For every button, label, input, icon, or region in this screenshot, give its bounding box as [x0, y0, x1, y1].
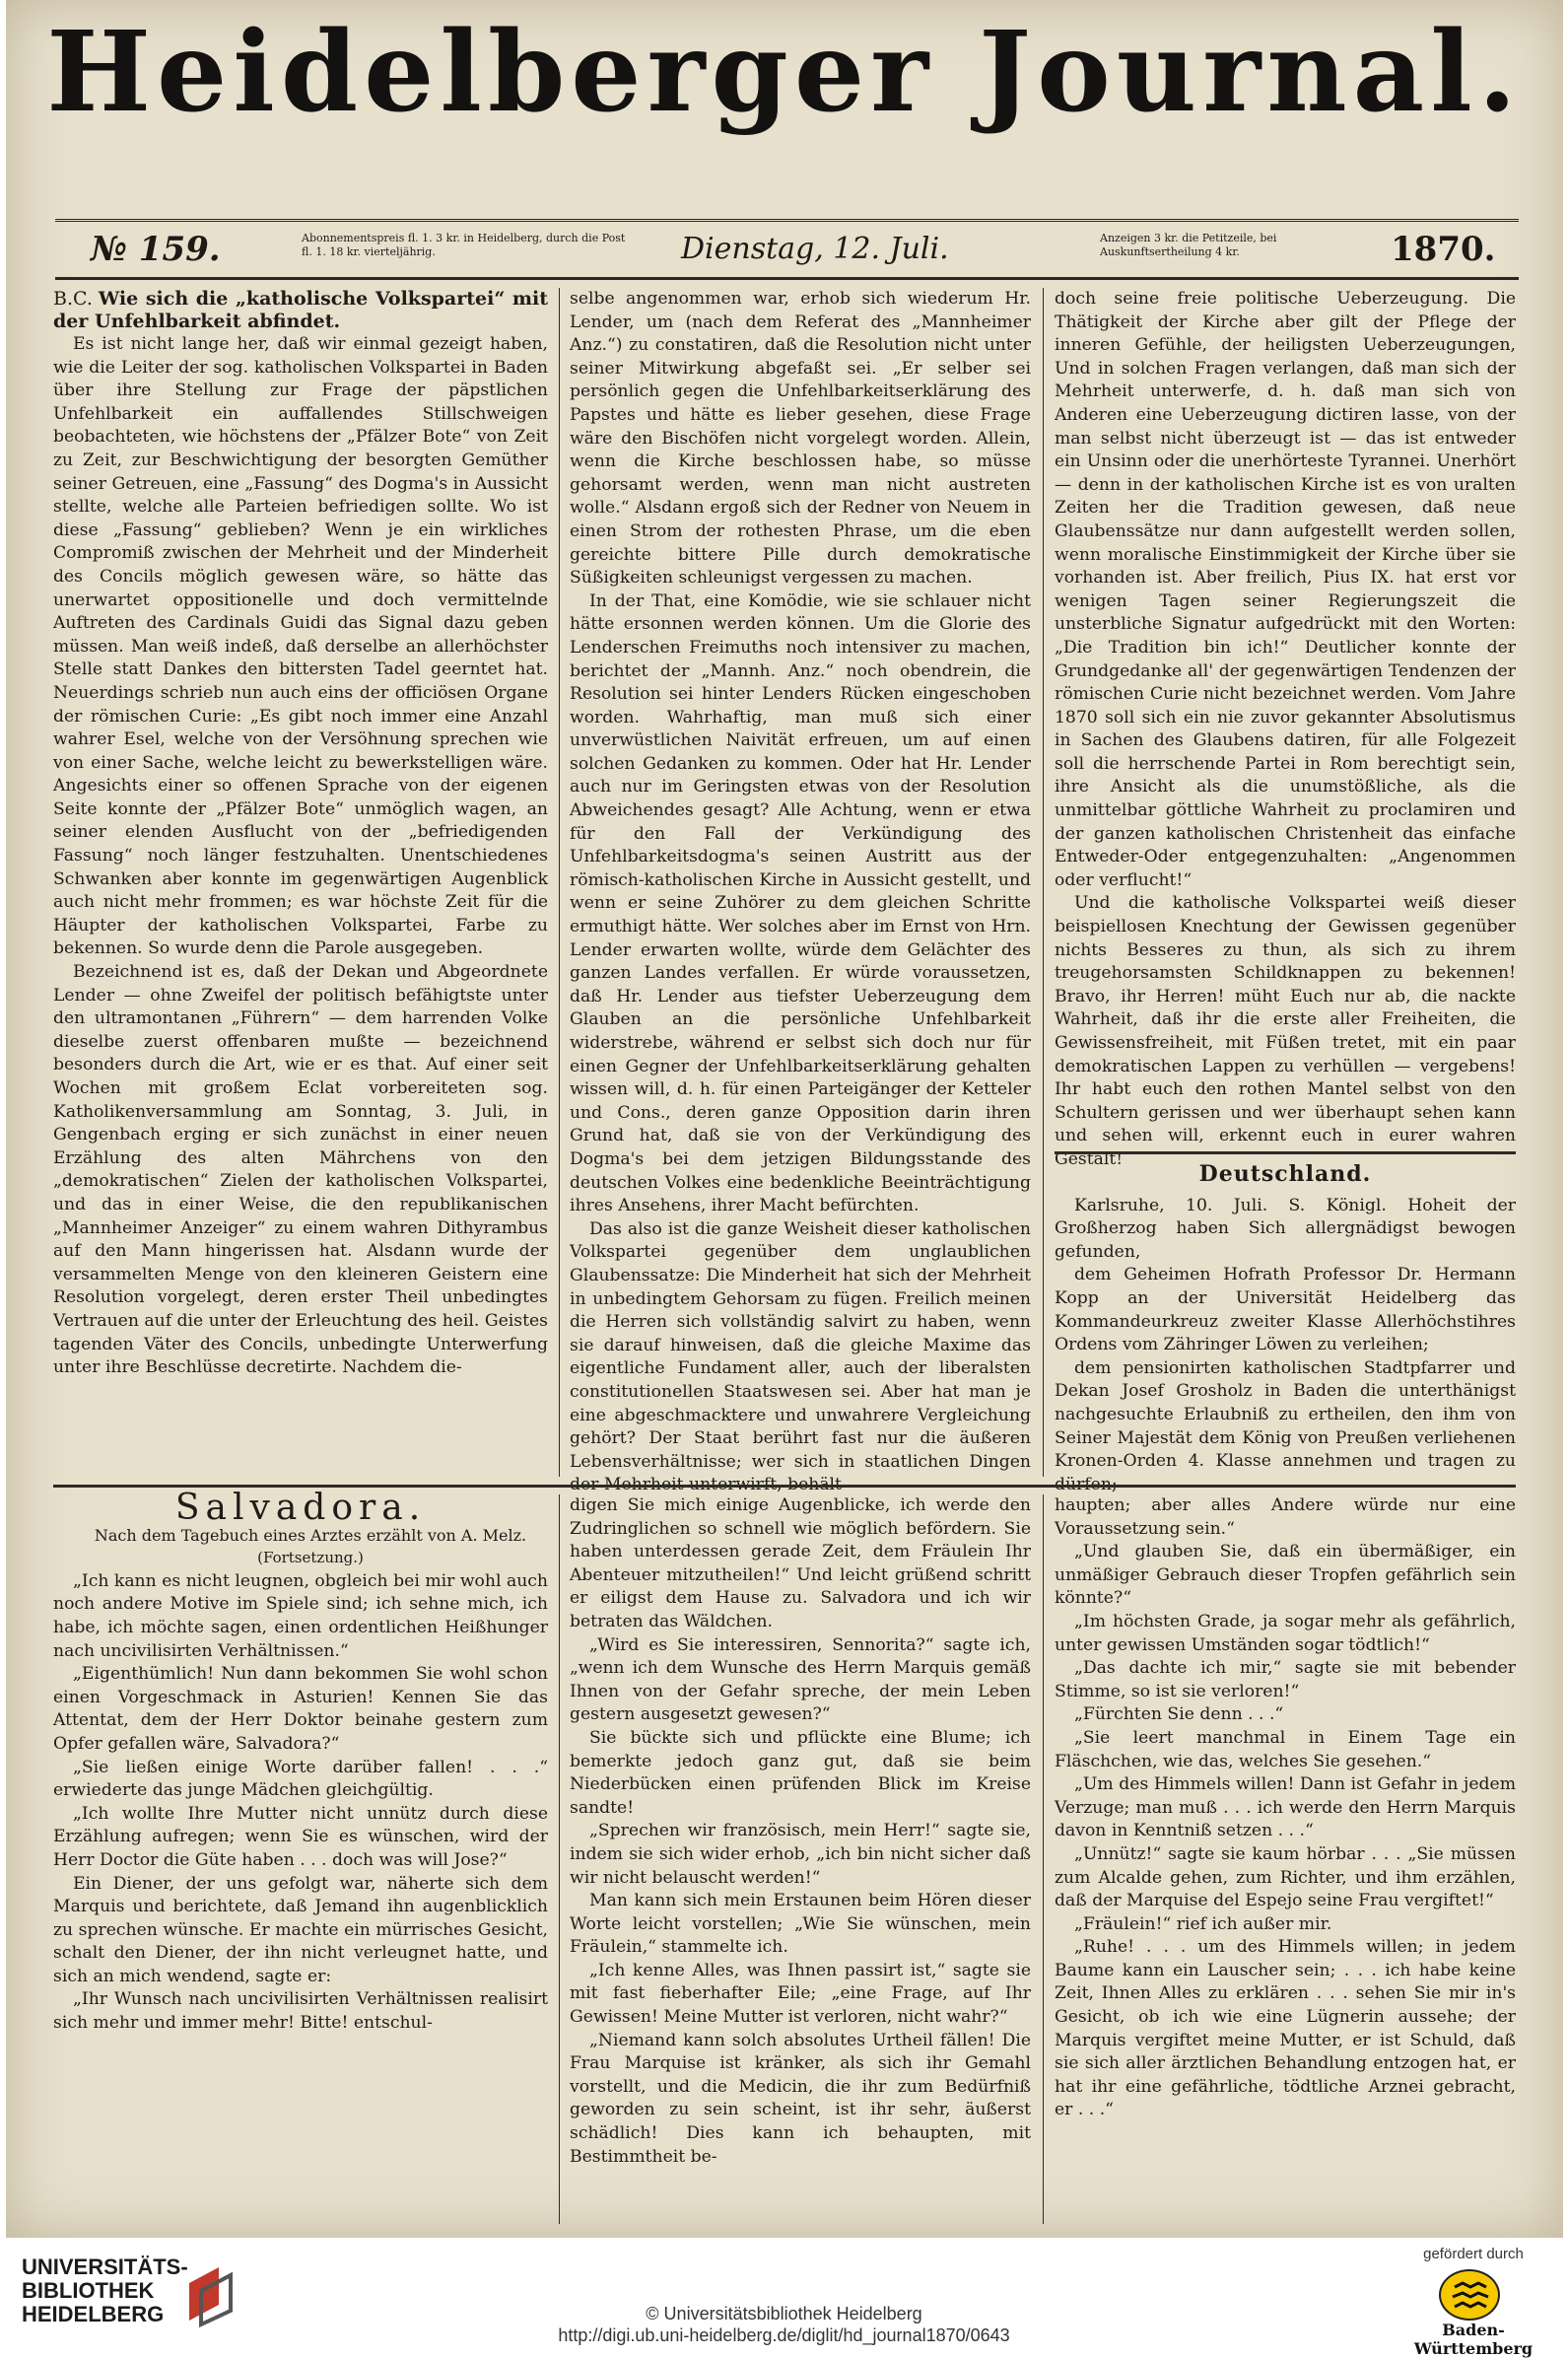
story-paragraph: „Eigenthümlich! Nun dann bekommen Sie wohl schon einen Vorgeschmack in Asturien! Kennen Sie das Attentat, dem der Herr Doktor beinahe gestern zum Opfer gefallen wäre, Salvadora?“ — [53, 1664, 548, 1754]
article-paragraph: Und die katholische Volkspartei weiß dieser beispiellosen Knechtung der Gewissen gegenüber nichts Besseres zu thun, als sich zu ihrem treugehorsamsten Schildknappen zu bekennen! Bravo, ihr Herren! müht Euch nur ab, die nackte Wahrheit, daß ihr die erste aller Freiheiten, die Gewissensfreiheit, mit Füßen tretet, mit ein paar demokratischen Lappen zu verhüllen — vergebens! Ihr habt euch den rothen Mantel selbst von den Schultern gerissen und wer überhaupt sehen kann und sehen will, erkennt euch in eurer wahren Gestalt! — [1055, 893, 1516, 1169]
story-paragraph: „Niemand kann solch absolutes Urtheil fällen! Die Frau Marquise ist kränker, als sich ihr Gemahl vorstellt, und die Medicin, die ihr zum Bedürfniß geworden zu sein scheint, ist ihr sehr, äußerst schädlich! Dies kann ich behaupten, mit Bestimmtheit be- — [570, 2030, 1031, 2167]
story-paragraph: „Ich wollte Ihre Mutter nicht unnütz durch diese Erzählung aufregen; wenn Sie es wünschen, wird der Herr Doctor die Güte haben . . . doch was will Jose?“ — [53, 1803, 548, 1870]
logo-text-line: BIBLIOTHEK — [22, 2278, 155, 2303]
story-paragraph: „Fürchten Sie denn . . .“ — [1074, 1704, 1284, 1725]
story-paragraph: „Das dachte ich mir,“ sagte sie mit bebender Stimme, so ist sie verloren!“ — [1055, 1658, 1516, 1701]
article-paragraph: Es ist nicht lange her, daß wir einmal gezeigt haben, wie die Leiter der sog. katholischen Volkspartei in Baden über ihre Stellung zur Frage der päpstlichen Unfehlbarkeit ein auffallendes Stillschweigen beobachteten, wie höchstens der „Pfälzer Bote“ von Zeit zu Zeit, zur Beschwichtigung der besorgten Gemüther seiner Getreuen, eine „Fassung“ des Dogma's in Aussicht stellte, welche alle Parteien befriedigen sollte. Wo ist diese „Fassung“ geblieben? Wenn je ein wirkliches Compromiß zwischen der Mehrheit und der Minderheit des Concils möglich gewesen wäre, so hätte das unerwartet oppositionelle und doch vermittelnde Auftreten des Cardinals Guidi das Signal dazu geben müssen. Man weiß indeß, daß derselbe an allerhöchster Stelle statt Dankes den bittersten Tadel geerntet hat. Neuerdings schrieb nun auch eins der officiösen Organe der römischen Curie: „Es gibt noch immer eine Anzahl wahrer Esel, welche von der Versöhnung sprechen wie von einer Sache, welche leicht zu bewerkstelligen wäre. Angesichts einer so offenen Sprache von der eigenen Seite konnte der „Pfälzer Bote“ unmöglich wagen, an seiner elenden Ausflucht von der „befriedigenden Fassung“ noch länger festzuhalten. Unentschiedenes Schwanken aber konnte im gegenwärtigen Augenblick auch nicht mehr frommen; es war höchste Zeit für die Häupter der katholischen Volkspartei, Farbe zu bekennen. So wurde denn die Parole ausgegeben. — [53, 334, 548, 959]
story-paragraph: „Ruhe! . . . um des Himmels willen; in jedem Baume kann ein Lauscher sein; . . . ich habe keine Zeit, Ihnen Alles zu erklären . . . sehen Sie mir in's Gesicht, ob ich wie eine Lügnerin aussehe; der Marquis vergiftet meine Mutter, er ist Schuld, daß sie sich aller ärztlichen Behandlung entzogen hat, er hat ihr eine gefährliche, tödtliche Arznei gebracht, er . . .“ — [1055, 1937, 1516, 2120]
story-paragraph: „Ihr Wunsch nach uncivilisirten Verhältnissen realisirt sich mehr und immer mehr! Bitte! entschul- — [53, 1989, 548, 2034]
story-paragraph: „Sie leert manchmal in Einem Tage ein Fläschchen, wie das, welches Sie gesehen.“ — [1055, 1727, 1516, 1771]
advert-price: Anzeigen 3 kr. die Petitzeile, bei Auskunftsertheilung 4 kr. — [1100, 232, 1277, 258]
newspaper-page — [6, 0, 1563, 2238]
issue-info-bar — [55, 219, 1519, 280]
article-column-3 — [1055, 288, 1516, 1169]
story-paragraph: „Um des Himmels willen! Dann ist Gefahr in jedem Verzuge; man muß . . . ich werde den Herrn Marquis davon in Kenntniß setzen . . .“ — [1055, 1774, 1516, 1841]
section-title: Deutschland. — [1198, 1161, 1372, 1187]
column-divider — [1043, 1494, 1044, 2224]
story-paragraph: Sie bückte sich und pflückte eine Blume; ich bemerkte jedoch ganz gut, daß sie beim Niederbücken einen prüfenden Blick im Kreise sandte! — [570, 1727, 1031, 1818]
story-continued: (Fortsetzung.) — [257, 1549, 364, 1567]
logo-text-line: HEIDELBERG — [22, 2302, 165, 2326]
column-divider — [1043, 288, 1044, 1477]
story-paragraph: „Wird es Sie interessiren, Sennorita?“ sagte ich, „wenn ich dem Wunsche des Herrn Marquis gemäß Ihnen von der Gefahr spreche, der mein Leben gestern ausgesetzt gewesen?“ — [570, 1634, 1031, 1725]
story-paragraph: „Ich kann es nicht leugnen, obgleich bei mir wohl auch noch andere Motive im Spiele sind; ich sehne mich, ich habe, ich möchte sagen, einen ordentlichen Heißhunger nach uncivilisirten Verhältnissen.“ — [53, 1570, 548, 1661]
section-rule — [1055, 1151, 1516, 1154]
story-paragraph: „Sprechen wir französisch, mein Herr!“ sagte sie, indem sie sich wider erhob, „ich bin nicht sicher daß wir nicht belauscht werden!“ — [570, 1821, 1031, 1888]
feuilleton-column-3 — [1055, 1494, 1516, 2224]
issue-number: № 159. — [91, 230, 221, 269]
copyright-block — [0, 2303, 1568, 2346]
copyright-text: © Universitätsbibliothek Heidelberg — [646, 2304, 922, 2323]
masthead-title: Heidelberger Journal. — [46, 8, 1523, 137]
feuilleton-column-1 — [53, 1488, 548, 2224]
funded-by-label: gefördert durch — [1423, 2246, 1524, 2262]
news-paragraph: Karlsruhe, 10. Juli. S. Königl. Hoheit der Großherzog haben Sich allergnädigst bewogen gefunden, — [1055, 1195, 1516, 1262]
funder-name: Baden-Württemberg — [1413, 2321, 1534, 2358]
story-paragraph: „Fräulein!“ rief ich außer mir. — [1074, 1913, 1332, 1934]
article-marker: B.C. — [53, 288, 93, 310]
feuilleton-column-2 — [570, 1494, 1031, 2224]
story-subtitle: Nach dem Tagebuch eines Arztes erzählt von A. Melz. — [94, 1525, 527, 1545]
deutschland-section — [1055, 1159, 1516, 1494]
permalink-url[interactable]: http://digi.ub.uni-heidelberg.de/diglit/hd_journal1870/0643 — [558, 2325, 1010, 2345]
article-paragraph: Das also ist die ganze Weisheit dieser katholischen Volkspartei gegenüber dem unglaublichen Glaubenssatze: Die Minderheit hat sich der Mehrheit in unbedingtem Gehorsam zu fügen. Freilich meinen die Herren sich vollständig salvirt zu haben, wenn sie darauf hinweisen, daß die gleiche Maxime das eigentliche Fundament aller, auch der liberalsten constitutionellen Staatswesen sei. Aber hat man je eine abgeschmacktere und unwahrere Vergleichung gehört? Der Staat berührt fast nur die äußeren Lebensverhältnisse; wer sich in staatlichen Dingen der Mehrheit unterwirft, behält — [570, 1218, 1031, 1495]
article-headline — [53, 288, 548, 333]
column-divider — [559, 1494, 560, 2224]
article-paragraph: In der That, eine Komödie, wie sie schlauer nicht hätte ersonnen werden können. Um die Glorie des Lenderschen Freimuths noch intensiver zu machen, berichtet der „Mannh. Anz.“ noch obendrein, die Resolution sei hinter Lenders Rücken eingeschoben worden. Wahrhaftig, man muß sich einer unverwüstlichen Naivität erfreuen, um auf einen solchen Gedanken zu kommen. Oder hat Hr. Lender auch nur im Geringsten etwas von der Resolution Abweichendes gesagt? Alle Achtung, wenn er etwa für den Fall der Verkündigung des Unfehlbarkeitsdogma's seinen Austritt aus der römisch-katholischen Kirche in Aussicht gestellt, und wenn er seine Zuhörer zu dem gleichen Schritte ermuthigt hätte. Wer solches aber im Ernst von Hrn. Lender erwarten wollte, würde dem Gelächter des ganzen Landes verfallen. Er würde voraussetzen, daß Hr. Lender aus tiefster Ueberzeugung dem Glauben an die persönliche Unfehlbarkeit widerstrebe, während er selbst sich doch nur für einen Gegner der Unfehlbarkeitserklärung gehalten wissen will, d. h. für einen Parteigänger der Ketteler und Cons., deren ganze Opposition darin ihren Grund hat, daß sie von der Verkündigung des Dogma's bei dem jetzigen Bildungsstande des deutschen Volkes eine bedenkliche Beeinträchtigung ihres Ansehens, ihrer Macht befürchten. — [570, 590, 1031, 1216]
story-paragraph: „Ich kenne Alles, was Ihnen passirt ist,“ sagte sie mit fast fieberhafter Eile; „eine Frage, auf Ihr Gewissen! Meine Mutter ist verloren, nicht wahr?“ — [570, 1960, 1031, 2028]
story-paragraph: haupten; aber alles Andere würde nur eine Voraussetzung sein.“ — [1055, 1495, 1516, 1539]
news-paragraph: dem pensionirten katholischen Stadtpfarrer und Dekan Josef Grosholz in Baden die unterthänigst nachgesuchte Erlaubniß zu ertheilen, den ihm von Seiner Majestät dem König von Preußen verliehenen Kronen-Orden 4. Klasse annehmen und tragen zu dürfen; — [1055, 1357, 1516, 1494]
story-paragraph: Ein Diener, der uns gefolgt war, näherte sich dem Marquis und berichtete, daß Jemand ihn augenblicklich zu sprechen wünsche. Er machte ein mürrisches Gesicht, schalt den Diener, der ihn nicht verleugnet hatte, und sich an mich wendend, sagte er: — [53, 1873, 548, 1986]
story-paragraph: „Im höchsten Grade, ja sogar mehr als gefährlich, unter gewissen Umständen sogar tödtlich!“ — [1055, 1611, 1516, 1655]
issue-date: Dienstag, 12. Juli. — [681, 232, 949, 266]
article-paragraph: selbe angenommen war, erhob sich wiederum Hr. Lender, um (nach dem Referat des „Mannheimer Anz.“) zu constatiren, daß die Resolution nicht unter seiner Mitwirkung abgefaßt sei. „Er selber sei persönlich gegen die Unfehlbarkeitserklärung des Papstes und hätte es lieber gesehen, diese Frage wäre den Bischöfen nicht vorgelegt worden. Allein, wenn die Kirche beschlossen habe, so müsse gehorsamt werden, wenn man nicht austreten wolle.“ Alsdann ergoß sich der Redner von Neuem in einen Strom der rothesten Phrase, um die eben gereichte bittere Pille durch demokratische Süßigkeiten schleunigst vergessen zu machen. — [570, 289, 1031, 589]
article-column-1 — [53, 288, 548, 1441]
news-paragraph: dem Geheimen Hofrath Professor Dr. Hermann Kopp an der Universität Heidelberg das Kommandeurkreuz zweiter Klasse Allerhöchstihres Ordens vom Zähringer Löwen zu verleihen; — [1055, 1265, 1516, 1355]
subscription-price: Abonnementspreis fl. 1. 3 kr. in Heidelberg, durch die Post fl. 1. 18 kr. vierteljährig. — [302, 232, 626, 258]
digitization-footer — [0, 2238, 1568, 2358]
column-divider — [559, 288, 560, 1477]
article-column-2 — [570, 288, 1031, 1495]
story-title: Salvadora. — [174, 1488, 427, 1528]
story-paragraph: Man kann sich mein Erstaunen beim Hören dieser Worte leicht vorstellen; „Wie Sie wünschen, mein Fräulein,“ stammelte ich. — [570, 1891, 1031, 1958]
article-paragraph: doch seine freie politische Ueberzeugung. Die Thätigkeit der Kirche aber gilt der Pflege der inneren Gefühle, der heiligsten Ueberzeugungen, Und in solchen Fragen verlangen, daß man sich der Mehrheit unterwerfe, d. h. daß man sich von Anderen eine Ueberzeugung dictiren lasse, von der man selbst nicht überzeugt ist — das ist entweder ein Unsinn oder die unerhörteste Tyrannei. Unerhört — denn in der katholischen Kirche ist es von uralten Zeiten her die Tradition gewesen, daß neue Glaubenssätze nur dann aufgestellt werden sollen, wenn moralische Einstimmigkeit der Kirche über sie vorhanden ist. Aber freilich, Pius IX. hat erst vor wenigen Tagen seiner Regierungszeit die unsterbliche Signatur aufgedrückt mit den Worten: „Die Tradition bin ich!“ Deutlicher konnte der Grundgedanke all' der gegenwärtigen Tendenzen der römischen Curie nicht bezeichnet werden. Vom Jahre 1870 soll sich ein nie zuvor gekannter Absolutismus in Sachen des Glaubens datiren, für alle Folgezeit soll die herrschende Partei in Rom berechtigt sein, ihre Ansicht als die unumstößliche, als die unmittelbar göttliche Wahrheit zu proclamiren und der ganzen katholischen Christenheit das einfache Entweder-Oder entgegenzuhalten: „Angenommen oder verflucht!“ — [1055, 289, 1516, 890]
issue-year: 1870. — [1391, 230, 1496, 269]
story-paragraph: „Sie ließen einige Worte darüber fallen! . . .“ erwiederte das junge Mädchen gleichgültig. — [53, 1757, 548, 1801]
article-paragraph: Bezeichnend ist es, daß der Dekan und Abgeordnete Lender — ohne Zweifel der politisch befähigtste unter den ultramontanen „Führern“ — dem harrenden Volke dieselbe zuerst offenbaren mußte — bezeichnend besonders durch die Art, wie er es that. Auf einer seit Wochen mit großem Eclat vorbereiteten sog. Katholikenversammlung am Sonntag, 3. Juli, in Gengenbach erging er sich zunächst in einer neuen Erzählung des alten Mährchens von den „demokratischen“ Zielen der katholischen Volkspartei, und das in einer Weise, die den republikanischen „Mannheimer Anzeiger“ zu einem wahren Dithyrambus auf den Mann hingerissen hat. Alsdann wurde der versammelten Menge von den kleineren Geistern eine Resolution vorgelegt, deren erster Theil unbedingtes Vertrauen auf die unter der Erleuchtung des heil. Geistes tagenden Väter des Concils, unbedingte Unterwerfung unter ihre Beschlüsse decretirte. Nachdem die- — [53, 962, 548, 1378]
article-headline-text: Wie sich die „katholische Volkspartei“ mit der Unfehlbarkeit abfindet. — [53, 288, 548, 332]
story-paragraph: digen Sie mich einige Augenblicke, ich werde den Zudringlichen so schnell wie möglich befördern. Sie haben unterdessen gerade Zeit, dem Fräulein Ihr Abenteuer mitzutheilen!“ Und leicht grüßend schritt er eiligst dem Hause zu. Salvadora und ich wir betraten das Wäldchen. — [570, 1495, 1031, 1631]
story-paragraph: „Unnütz!“ sagte sie kaum hörbar . . . „Sie müssen zum Alcalde gehen, zum Richter, und ihm erzählen, daß der Marquise del Espejo seine Frau vergiftet!“ — [1055, 1843, 1516, 1911]
logo-text-line: UNIVERSITÄTS- — [22, 2254, 188, 2279]
baden-wuerttemberg-crest-icon — [1439, 2269, 1500, 2321]
story-paragraph: „Und glauben Sie, daß ein übermäßiger, ein unmäßiger Gebrauch dieser Tropfen gefährlich sein könnte?“ — [1055, 1542, 1516, 1609]
